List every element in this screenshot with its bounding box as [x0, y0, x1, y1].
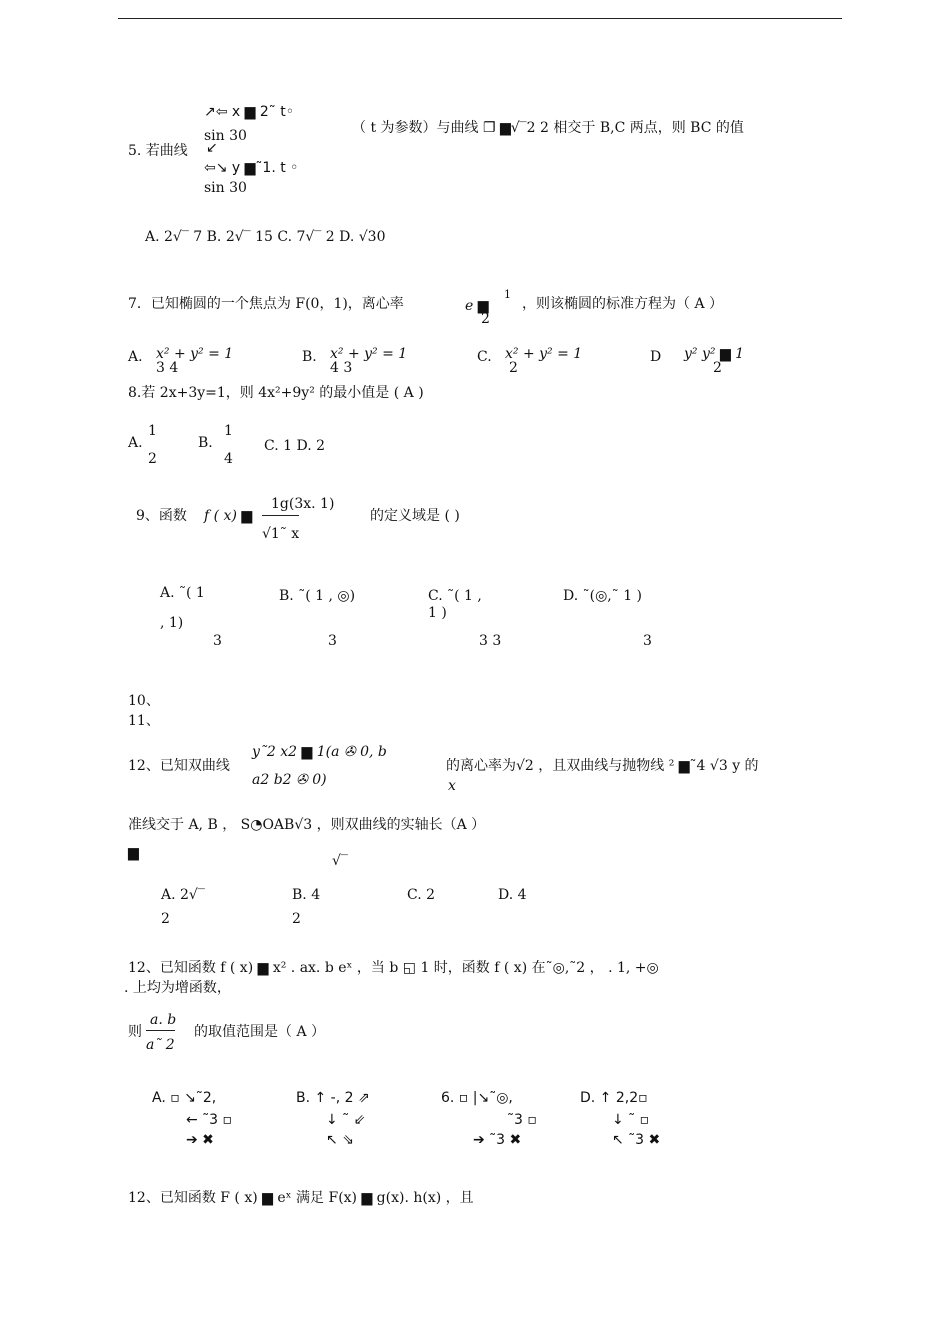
q8-a-num: 1	[148, 423, 157, 439]
q12a-expr: y˜2 x2 ▆ 1(a ✇ 0, b	[252, 744, 387, 760]
q9-opt-d: D. ˜(◎,˜ 1 )	[563, 588, 643, 604]
q12b-opt-a: A. ▫ ↘˜2,	[152, 1090, 217, 1106]
q9-opt-b3: 3	[328, 633, 337, 649]
q5-stem: （ t 为参数）与曲线 ❐ ▆√‾2 2 相交于 B,C 两点，则 BC 的值	[352, 120, 744, 136]
q7-opt-b-dens: 4 3	[330, 360, 353, 376]
q9-den: √1˜ x	[262, 515, 299, 542]
q12b-opt-c2: ˜3 ▫	[507, 1112, 537, 1128]
q9-opt-a2: , 1)	[160, 615, 184, 631]
q7-opt-c-label: C.	[477, 349, 492, 365]
q7-opt-a-dens: 3 4	[156, 360, 179, 376]
q12b-opt-a2: ← ˜3 ▫	[186, 1112, 233, 1128]
q12a-tail: 的离心率为√2 ，且双曲线与抛物线 ² ▆˜4 √3 y 的	[446, 758, 759, 774]
q7-opt-d-expr: y² y² ▆ 1	[684, 346, 745, 362]
q9-opt-a3: 3	[213, 633, 222, 649]
q7-opt-a-label: A.	[128, 349, 143, 365]
q9-opt-b: B. ˜( 1 , ◎)	[279, 588, 356, 604]
q8-rest: C. 1 D. 2	[264, 438, 326, 454]
header-rule	[118, 18, 842, 19]
q5-label: 5. 若曲线	[128, 143, 188, 159]
q5-sin2: sin 30	[204, 180, 247, 196]
q8-stem: 8.若 2x+3y=1，则 4x²+9y² 的最小值是 ( A )	[128, 385, 424, 401]
q9-opt-c: C. ˜( 1 ,	[428, 588, 482, 604]
q12a-opt-a2: 2	[161, 911, 170, 927]
q7-num: 1	[504, 288, 511, 301]
q5-options: A. 2√‾ 7 B. 2√‾ 15 C. 7√‾ 2 D. √30	[145, 229, 386, 245]
q9-fx: f ( x) ▆	[204, 508, 253, 524]
q9-num: 1g(3x. 1)	[271, 496, 335, 512]
q12b-frac-den: a˜ 2	[146, 1030, 175, 1053]
q9-label: 9、函数	[136, 508, 187, 524]
q12a-sqrt: √‾	[332, 853, 348, 869]
q12a-line2: 准线交于 A, B ， S◔OAB√3 ，则双曲线的实轴长（A ）	[128, 817, 486, 833]
q12a-opt-b2: 2	[292, 911, 301, 927]
q12b-frac-num: a. b	[150, 1012, 177, 1028]
q12b-opt-c: 6. ▫ |↘˜◎,	[441, 1090, 513, 1106]
q5-sin1: sin 30	[204, 128, 247, 144]
q7-opt-b-expr: x² + y² = 1	[330, 346, 408, 362]
q10-label: 10、	[128, 693, 160, 709]
q7-opt-c-dens: 2	[509, 360, 518, 376]
q8-a-den: 2	[148, 451, 157, 467]
q7-opt-a-expr: x² + y² = 1	[156, 346, 234, 362]
q12b-opt-d2: ↓ ˜ ▫	[612, 1112, 650, 1128]
q7-stem-a: 7．已知椭圆的一个焦点为 F(0，1)，离心率	[128, 296, 404, 312]
q12b-opt-b: B. ↑ -, 2 ⇗	[296, 1090, 370, 1106]
square-mark-icon: ▆	[128, 845, 139, 861]
q12a-label: 12、已知双曲线	[128, 758, 230, 774]
q12c-stem: 12、已知函数 F ( x) ▆ eˣ 满足 F(x) ▆ g(x). h(x) ，且	[128, 1190, 474, 1206]
q12a-opt-a: A. 2√‾	[161, 887, 205, 903]
q12a-opt-b: B. 4	[292, 887, 321, 903]
q8-b-num: 1	[224, 423, 233, 439]
q12a-opt-d: D. 4	[498, 887, 527, 903]
q12b-opt-d: D. ↑ 2,2▫	[580, 1090, 648, 1106]
q12b-opt-b3: ↖ ⇘	[326, 1132, 354, 1148]
q8-a-label: A.	[128, 435, 143, 451]
q7-opt-d-dens: 2	[713, 360, 722, 376]
q9-opt-a: A. ˜( 1	[160, 585, 205, 601]
arrow-sw-icon: ↙	[206, 140, 218, 156]
q12b-stem: 12、已知函数 f ( x) ▆ x² . ax. b eˣ ，当 b ◱ 1 时，函数 f ( x) 在˜◎,˜2 ， . 1, +◎	[128, 960, 659, 976]
q12b-opt-d3: ↖ ˜3 ✖	[612, 1132, 661, 1148]
q12b-opt-c3: ➔ ˜3 ✖	[473, 1132, 522, 1148]
q9-tail: 的定义域是 ( )	[370, 508, 460, 524]
q12b-opt-a3: ➔ ✖	[186, 1132, 214, 1148]
q12b-opt-b2: ↓ ˜ ⇙	[326, 1112, 366, 1128]
q9-opt-c2: 1 )	[428, 605, 447, 621]
q12a-opt-c: C. 2	[407, 887, 436, 903]
q9-opt-c3: 3 3	[479, 633, 502, 649]
q12b-range: 的取值范围是（ A ）	[194, 1024, 326, 1040]
q5-line1: ↗⇦ x ▆ 2˜ t◦	[204, 104, 294, 120]
q12a-dens: a2 b2 ✇ 0)	[252, 772, 327, 788]
q7-opt-b-label: B.	[302, 349, 317, 365]
q7-opt-c-expr: x² + y² = 1	[505, 346, 583, 362]
q12b-then: 则	[128, 1024, 142, 1040]
q7-stem-b: ，则该椭圆的标准方程为（ A ）	[522, 296, 724, 312]
q12a-x: x	[448, 778, 456, 794]
q8-b-den: 4	[224, 451, 233, 467]
q12b-stem2: . 上均为增函数，	[124, 980, 231, 996]
q8-b-label: B.	[198, 435, 213, 451]
q7-e: e ▆	[465, 298, 489, 314]
q7-den: 2	[481, 311, 490, 327]
q7-opt-d-label: D	[650, 349, 662, 365]
q5-line2: ⇦↘ y ▆˜1. t ◦	[204, 160, 299, 176]
q9-opt-d3: 3	[643, 633, 652, 649]
q11-label: 11、	[128, 713, 160, 729]
